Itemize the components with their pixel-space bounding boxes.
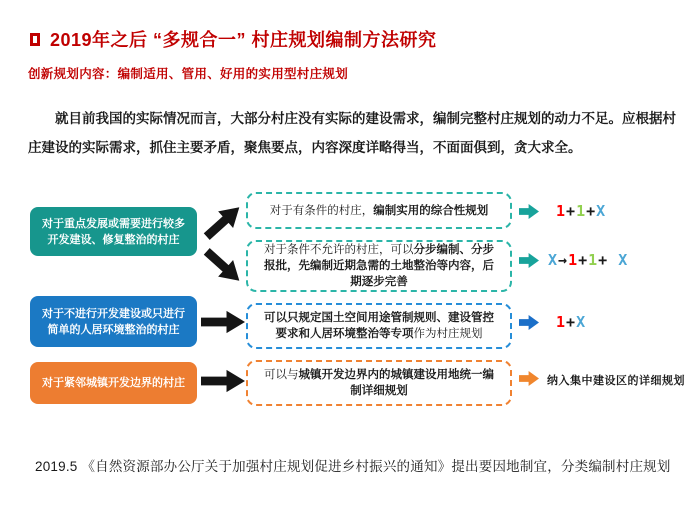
formula-term: X: [608, 251, 629, 269]
approach-box-special-rules-plan: [246, 303, 512, 349]
subtitle: 创新规划内容：编制适用、管用、好用的实用型村庄规划: [28, 67, 349, 81]
formula-1-plus-x: [556, 313, 586, 331]
category-box-near-urban-boundary: [30, 362, 197, 404]
page-title: [30, 26, 437, 52]
approach-text: 可以与城镇开发边界内的城镇建设用地统一编制详细规划: [264, 369, 494, 397]
outcome-arrow-icon-orange: [519, 370, 539, 387]
formula-term: X: [596, 202, 607, 220]
arrow-up-right-icon: [198, 198, 248, 247]
formula-term: +: [598, 251, 609, 269]
outcome-arrow-icon-teal: [519, 252, 539, 269]
formula-x-to-1-plus-1-plus-x: [548, 251, 628, 269]
formula-1-plus-1-plus-x: [556, 202, 606, 220]
formula-term: 1: [576, 202, 587, 220]
arrow-right-icon: [201, 309, 245, 335]
formula-term: →: [558, 251, 569, 269]
formula-term: 1: [556, 202, 567, 220]
formula-term: +: [578, 251, 589, 269]
arrow-right-icon: [201, 368, 245, 394]
outcome-label-detailed-plan: 纳入集中建设区的详细规划: [547, 375, 685, 387]
page-title-text: 2019年之后 “多规合一” 村庄规划编制方法研究: [50, 30, 437, 50]
formula-term: +: [566, 313, 577, 331]
category-label: 对于重点发展或需要进行较多开发建设、修复整治的村庄: [42, 217, 185, 246]
approach-box-unified-detailed-plan: [246, 360, 512, 406]
approach-text: 对于条件不允许的村庄，可以分步编制、分步报批，先编制近期急需的土地整治等内容，后期逐步完善: [264, 244, 494, 288]
formula-term: X: [548, 251, 559, 269]
square-bullet-icon: [30, 33, 40, 46]
approach-text: 可以只规定国土空间用途管制规则、建设管控要求和人居环境整治等专项作为村庄规划: [264, 312, 494, 340]
outcome-arrow-icon-teal: [519, 203, 539, 220]
formula-term: +: [586, 202, 597, 220]
category-label: 对于不进行开发建设或只进行简单的人居环境整治的村庄: [42, 307, 185, 336]
approach-text: 对于有条件的村庄，编制实用的综合性规划: [269, 204, 489, 217]
footer-note: 2019.5 《自然资源部办公厅关于加强村庄规划促进乡村振兴的通知》提出要因地制宜，分类编制村庄规划: [35, 459, 671, 474]
arrow-down-right-icon: [198, 242, 248, 291]
approach-box-stepwise-plan: [246, 240, 512, 292]
formula-term: X: [576, 313, 587, 331]
category-box-key-development: [30, 207, 197, 256]
formula-term: 1: [568, 251, 579, 269]
formula-term: 1: [588, 251, 599, 269]
category-label: 对于紧邻城镇开发边界的村庄: [42, 377, 185, 389]
approach-box-comprehensive-plan: [246, 192, 512, 229]
formula-term: 1: [556, 313, 567, 331]
category-box-no-development: [30, 296, 197, 347]
outcome-arrow-icon-blue: [519, 314, 539, 331]
intro-paragraph: 就目前我国的实际情况而言，大部分村庄没有实际的建设需求，编制完整村庄规划的动力不足。应根据村庄建设的实际需求，抓住主要矛盾，聚焦要点，内容深度详略得当，不面面俱到，贪大求全。: [28, 111, 676, 155]
formula-term: +: [566, 202, 577, 220]
